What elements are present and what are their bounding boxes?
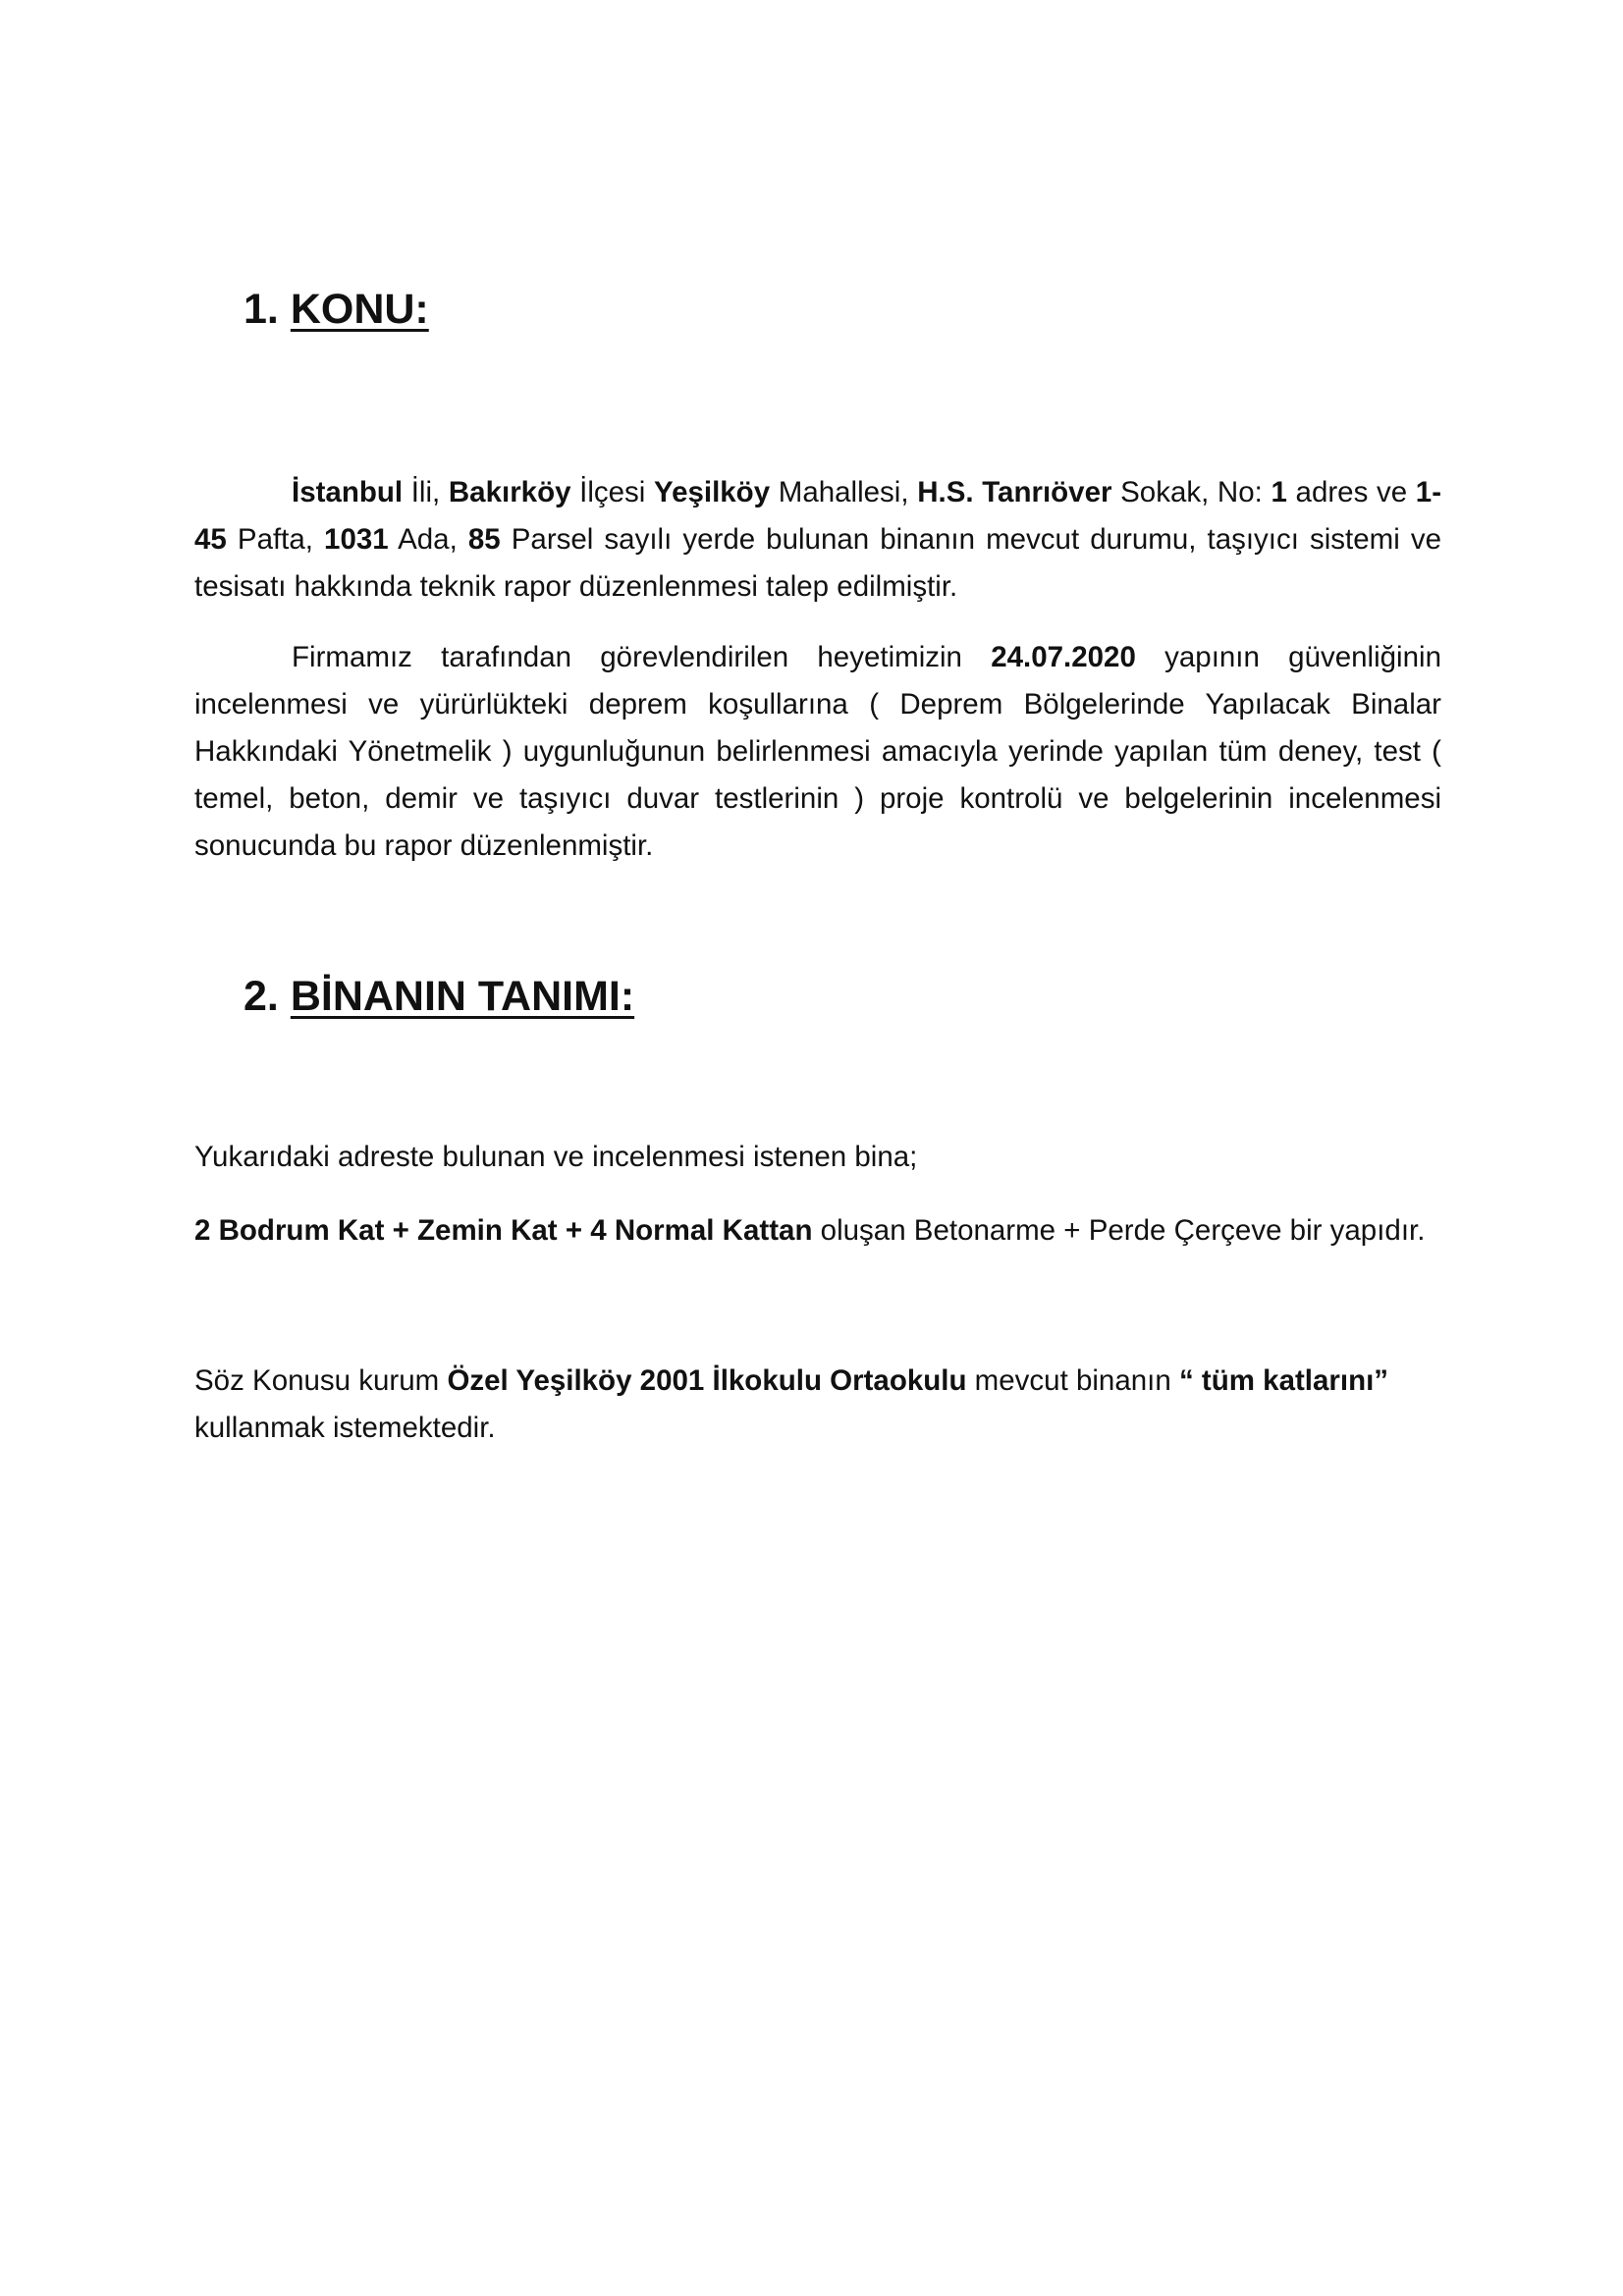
- inspection-date: 24.07.2020: [991, 641, 1136, 673]
- pafta-number: 1-45: [194, 476, 1442, 556]
- text-fragment: Ada,: [388, 523, 468, 556]
- text-fragment: mevcut binanın: [966, 1364, 1179, 1397]
- section-2-number: 2.: [243, 973, 279, 1020]
- text-fragment: Söz Konusu kurum: [194, 1364, 448, 1397]
- text-fragment: yapının güvenliğinin incelenmesi ve yürürlükteki deprem koşullarına ( Deprem Bölgelerinde Yapılacak Binalar Hakkındaki Yönetmelik ) uygunluğunun belirlenmesi amacıyla yerinde yapılan tüm deney, test ( temel, beton, demir ve taşıyıcı duvar testlerinin ) proje kontrolü ve belgelerinin incelenmesi sonucunda bu rapor düzenlenmiştir.: [194, 641, 1441, 862]
- text-fragment: İli,: [403, 476, 449, 508]
- section-2-heading: [243, 972, 634, 1021]
- section-2-paragraph-3: [194, 1358, 1441, 1452]
- section-1-heading: [243, 285, 429, 334]
- neighborhood-name: Yeşilköy: [654, 476, 771, 508]
- usage-scope: “ tüm katlarını”: [1178, 1364, 1389, 1397]
- section-1-number: 1.: [243, 286, 279, 333]
- text-fragment: İlçesi: [570, 476, 655, 508]
- section-1-title: KONU:: [290, 286, 429, 333]
- floor-count: 2 Bodrum Kat + Zemin Kat + 4 Normal Kattan: [194, 1214, 813, 1247]
- text-fragment: adres ve: [1286, 476, 1416, 508]
- section-2-title: BİNANIN TANIMI:: [290, 973, 635, 1020]
- section-1-paragraph-2: [194, 634, 1441, 870]
- text-fragment: Sokak, No:: [1111, 476, 1271, 508]
- school-name: Özel Yeşilköy 2001 İlkokulu Ortaokulu: [447, 1364, 967, 1397]
- text-fragment: Parsel sayılı yerde bulunan binanın mevcut durumu, taşıyıcı sistemi ve tesisatı hakkında teknik rapor düzenlenmesi talep edilmiştir.: [194, 523, 1441, 603]
- city-name: İstanbul: [292, 476, 404, 508]
- street-name: H.S. Tanrıöver: [917, 476, 1112, 508]
- text-fragment: Mahallesi,: [770, 476, 918, 508]
- district-name: Bakırköy: [448, 476, 571, 508]
- text-fragment: oluşan Betonarme + Perde Çerçeve bir yapıdır.: [812, 1214, 1426, 1247]
- text-fragment: Firmamız tarafından görevlendirilen heyetimizin: [292, 641, 992, 673]
- text-fragment: Pafta,: [226, 523, 325, 556]
- parsel-number: 85: [467, 523, 501, 556]
- ada-number: 1031: [324, 523, 389, 556]
- section-2-paragraph-1: Yukarıdaki adreste bulunan ve incelenmesi istenen bina;: [194, 1141, 918, 1173]
- text-fragment: kullanmak istemektedir.: [194, 1412, 496, 1444]
- section-1-paragraph-1: [194, 469, 1441, 611]
- section-2-paragraph-2: [194, 1207, 1441, 1255]
- building-number: 1: [1271, 476, 1287, 508]
